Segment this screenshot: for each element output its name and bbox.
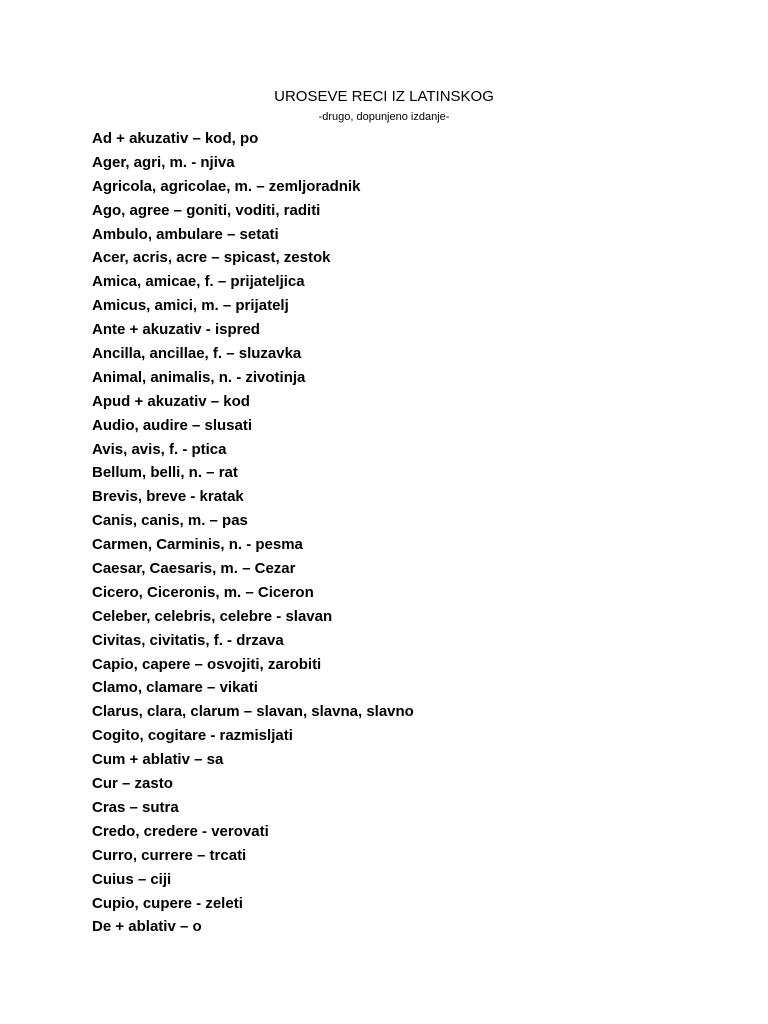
vocabulary-entry: Amica, amicae, f. – prijateljica — [92, 273, 305, 291]
vocabulary-entry: Cur – zasto — [92, 775, 173, 793]
vocabulary-entry: Capio, capere – osvojiti, zarobiti — [92, 655, 322, 673]
vocabulary-entry: Audio, audire – slusati — [92, 416, 253, 434]
vocabulary-entry: Brevis, breve - kratak — [92, 488, 244, 506]
vocabulary-entry: Cicero, Ciceronis, m. – Ciceron — [92, 583, 314, 601]
vocabulary-entry: Celeber, celebris, celebre - slavan — [92, 607, 333, 625]
vocabulary-entry: Ad + akuzativ – kod, po — [92, 130, 259, 147]
vocabulary-entry: Ager, agri, m. - njiva — [92, 153, 235, 171]
vocabulary-entry: Cuius – ciji — [92, 870, 172, 888]
vocabulary-list — [92, 127, 692, 939]
vocabulary-entry: Agricola, agricolae, m. – zemljoradnik — [92, 177, 361, 195]
vocabulary-entry: Apud + akuzativ – kod — [92, 392, 250, 410]
vocabulary-entry: Cupio, cupere - zeleti — [92, 894, 243, 912]
vocabulary-entry: Ante + akuzativ - ispred — [92, 321, 260, 339]
vocabulary-entry: Caesar, Caesaris, m. – Cezar — [92, 560, 296, 578]
document-subtitle: -drugo, dopunjeno izdanje- — [318, 111, 450, 123]
vocabulary-entry: Ago, agree – goniti, voditi, raditi — [92, 201, 321, 219]
vocabulary-entry: Cogito, cogitare - razmisljati — [92, 727, 293, 745]
vocabulary-entry: Clamo, clamare – vikati — [92, 679, 258, 697]
vocabulary-entry: Ambulo, ambulare – setati — [92, 225, 279, 243]
vocabulary-entry: Bellum, belli, n. – rat — [92, 464, 238, 482]
vocabulary-entry: De + ablativ – o — [92, 918, 202, 936]
vocabulary-entry: Cum + ablativ – sa — [92, 751, 224, 769]
document-title: UROSEVE RECI IZ LATINSKOG — [274, 88, 494, 105]
vocabulary-entry: Canis, canis, m. – pas — [92, 512, 248, 530]
vocabulary-entry: Acer, acris, acre – spicast, zestok — [92, 249, 331, 267]
vocabulary-entry: Civitas, civitatis, f. - drzava — [92, 631, 284, 649]
vocabulary-entry: Amicus, amici, m. – prijatelj — [92, 297, 289, 315]
vocabulary-entry: Clarus, clara, clarum – slavan, slavna, slavno — [92, 703, 414, 721]
vocabulary-entry: Avis, avis, f. - ptica — [92, 440, 227, 458]
vocabulary-entry: Credo, credere - verovati — [92, 822, 269, 840]
vocabulary-entry: Curro, currere – trcati — [92, 846, 247, 864]
vocabulary-entry: Cras – sutra — [92, 798, 179, 816]
vocabulary-entry: Animal, animalis, n. - zivotinja — [92, 368, 306, 386]
vocabulary-entry: Ancilla, ancillae, f. – sluzavka — [92, 345, 302, 363]
vocabulary-entry: Carmen, Carminis, n. - pesma — [92, 536, 303, 554]
